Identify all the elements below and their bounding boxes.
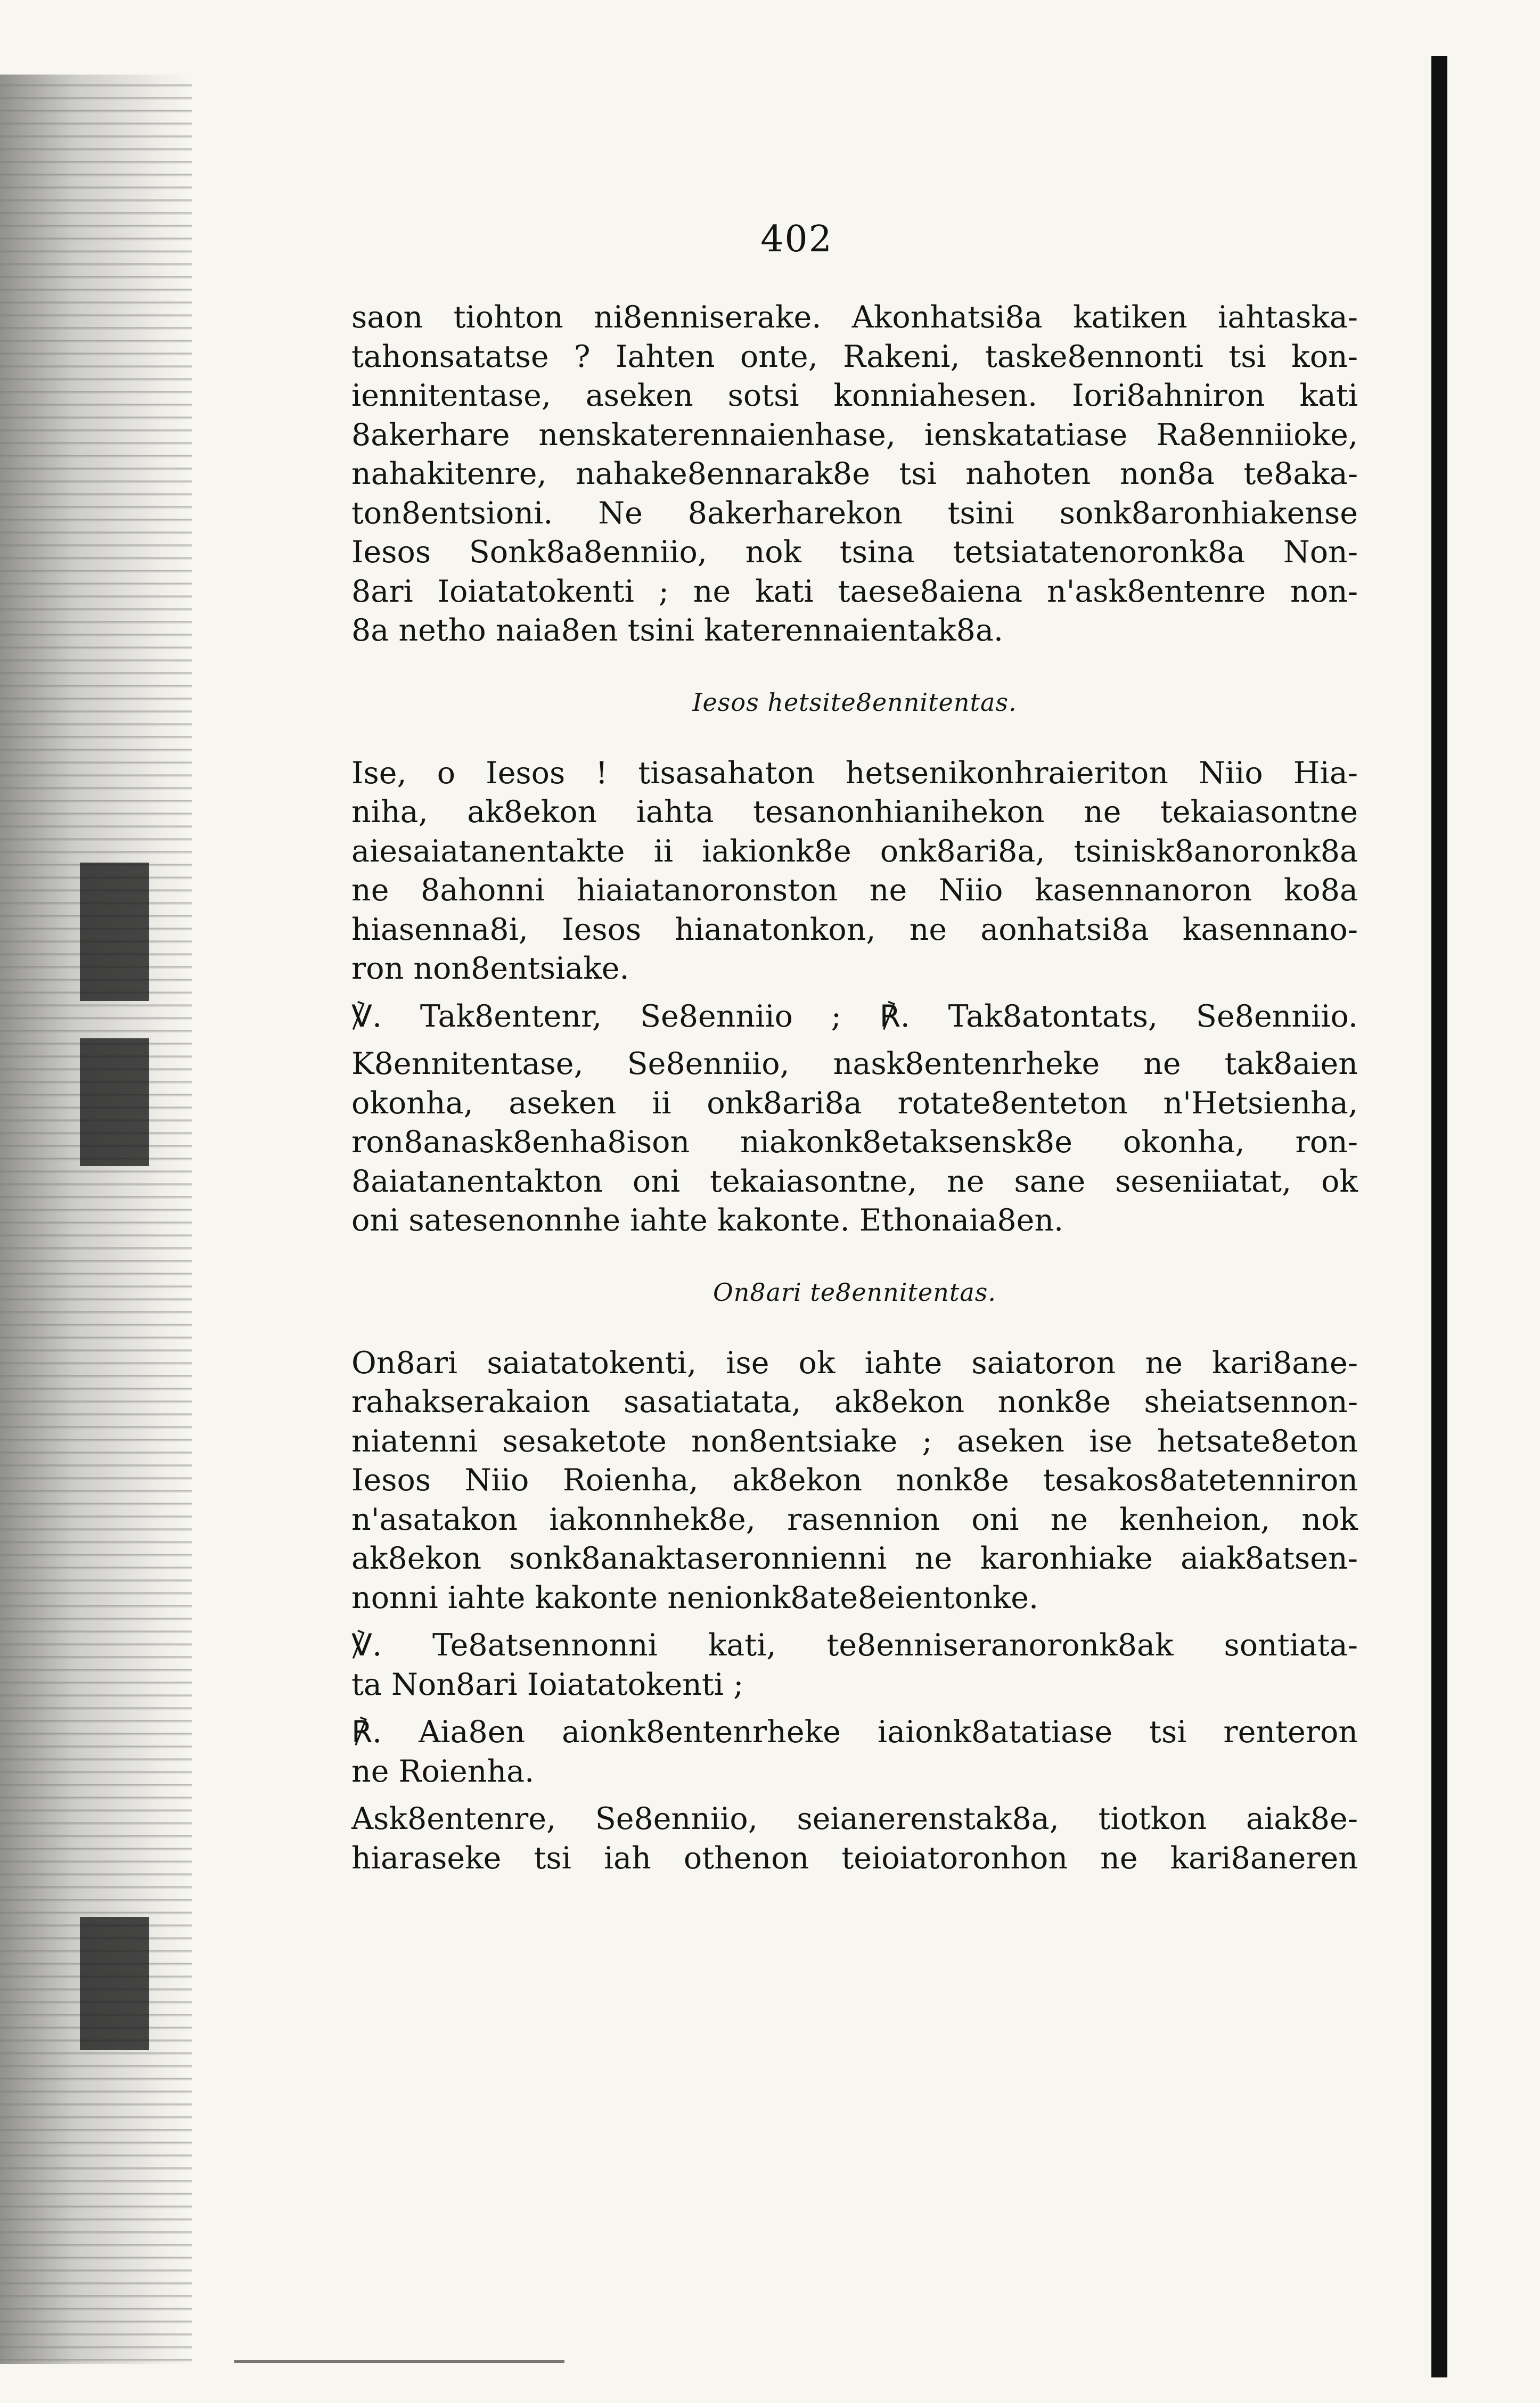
text-line: ta Non8ari Ioiatatokenti ; (351, 1667, 744, 1702)
text-line: 8akerhare nenskaterennaienhase, ienskatatiase Ra8enniioke, (351, 417, 1358, 453)
text-line: iennitentase, aseken sotsi konniahesen. Iori8ahniron kati (351, 378, 1358, 413)
prayer-paragraph (351, 1800, 1358, 1878)
text-line: niatenni sesaketote non8entsiake ; aseken ise hetsate8eton (351, 1423, 1358, 1459)
section-heading: On8ari te8ennitentas. (713, 1277, 996, 1307)
text-line: Ise, o Iesos ! tisasahaton hetsenikonhraieriton Niio Hia- (351, 755, 1358, 791)
text-line: 8a netho naia8en tsini katerennaientak8a. (351, 613, 1004, 648)
text-line: ne 8ahonni hiaiatanoronston ne Niio kasennanoron ko8a (351, 873, 1358, 908)
text-line: ak8ekon sonk8anaktaseronnienni ne karonhiake aiak8atsen- (351, 1541, 1358, 1576)
text-line: nahakitenre, nahake8ennarak8e tsi nahoten non8a te8aka- (351, 456, 1358, 491)
text-line: okonha, aseken ii onk8ari8a rotate8enteton n'Hetsienha, (351, 1085, 1358, 1121)
text-line: K8ennitentase, Se8enniio, nask8entenrheke ne tak8aien (351, 1046, 1358, 1081)
text-line: On8ari saiatatokenti, ise ok iahte saiatoron ne kari8ane- (351, 1345, 1358, 1381)
prayer-paragraph (351, 754, 1358, 989)
text-line: ne Roienha. (351, 1753, 535, 1789)
versicle-response (351, 997, 1358, 1037)
versicle (351, 1626, 1358, 1704)
paragraph-continuation (351, 298, 1358, 651)
text-line: hiaraseke tsi iah othenon teioiatoronhon ne kari8aneren (351, 1840, 1358, 1876)
text-line: niha, ak8ekon iahta tesanonhianihekon ne tekaiasontne (351, 794, 1358, 830)
section-heading: Iesos hetsite8ennitentas. (692, 687, 1017, 717)
text-line: ℣. Te8atsennonni kati, te8enniseranoronk8ak sontiata- (351, 1628, 1358, 1663)
text-line: oni satesenonnhe iahte kakonte. Ethonaia8en. (351, 1203, 1064, 1238)
prayer-paragraph (351, 1045, 1358, 1241)
text-line: ton8entsioni. Ne 8akerharekon tsini sonk8aronhiakense (351, 495, 1358, 531)
text-line: n'asatakon iakonnhek8e, rasennion oni ne kenheion, nok (351, 1502, 1358, 1537)
text-line: ℣. Tak8entenr, Se8enniio ; ℟. Tak8atontats, Se8enniio. (351, 998, 1358, 1034)
page-number: 402 (760, 218, 833, 260)
text-line: rahakserakaion sasatiatata, ak8ekon nonk8e sheiatsennon- (351, 1384, 1358, 1420)
text-line: 8aiatanentakton oni tekaiasontne, ne sane seseniiatat, ok (351, 1163, 1358, 1199)
text-line: tahonsatatse ? Iahten onte, Rakeni, taske8ennonti tsi kon- (351, 339, 1358, 374)
text-line: hiasenna8i, Iesos hianatonkon, ne aonhatsi8a kasennano- (351, 912, 1358, 947)
text-line: Iesos Sonk8a8enniio, nok tsina tetsiatatenoronk8a Non- (351, 535, 1358, 570)
scan-binding-mark (80, 1917, 149, 2050)
text-line: nonni iahte kakonte nenionk8ate8eientonke. (351, 1580, 1039, 1615)
text-line: ron non8entsiake. (351, 951, 629, 986)
text-line: Ask8entenre, Se8enniio, seianerenstak8a, tiotkon aiak8e- (351, 1801, 1358, 1836)
page-body (351, 298, 1358, 1878)
scan-binding-mark (80, 863, 149, 1001)
scan-binding-mark (80, 1038, 149, 1166)
response (351, 1713, 1358, 1791)
scan-bottom-rule (234, 2360, 564, 2363)
text-line: ℟. Aia8en aionk8entenrheke iaionk8atatiase tsi renteron (351, 1715, 1358, 1750)
text-line: saon tiohton ni8enniserake. Akonhatsi8a katiken iahtaska- (351, 300, 1358, 335)
text-line: aiesaiatanentakte ii iakionk8e onk8ari8a, tsinisk8anoronk8a (351, 833, 1358, 869)
prayer-paragraph (351, 1344, 1358, 1618)
text-line: Iesos Niio Roienha, ak8ekon nonk8e tesakos8atetenniron (351, 1463, 1358, 1498)
text-line: ron8anask8enha8ison niakonk8etaksensk8e okonha, ron- (351, 1125, 1358, 1160)
text-line: 8ari Ioiatatokenti ; ne kati taese8aiena n'ask8entenre non- (351, 573, 1358, 609)
scan-page-edge (1431, 56, 1447, 2377)
